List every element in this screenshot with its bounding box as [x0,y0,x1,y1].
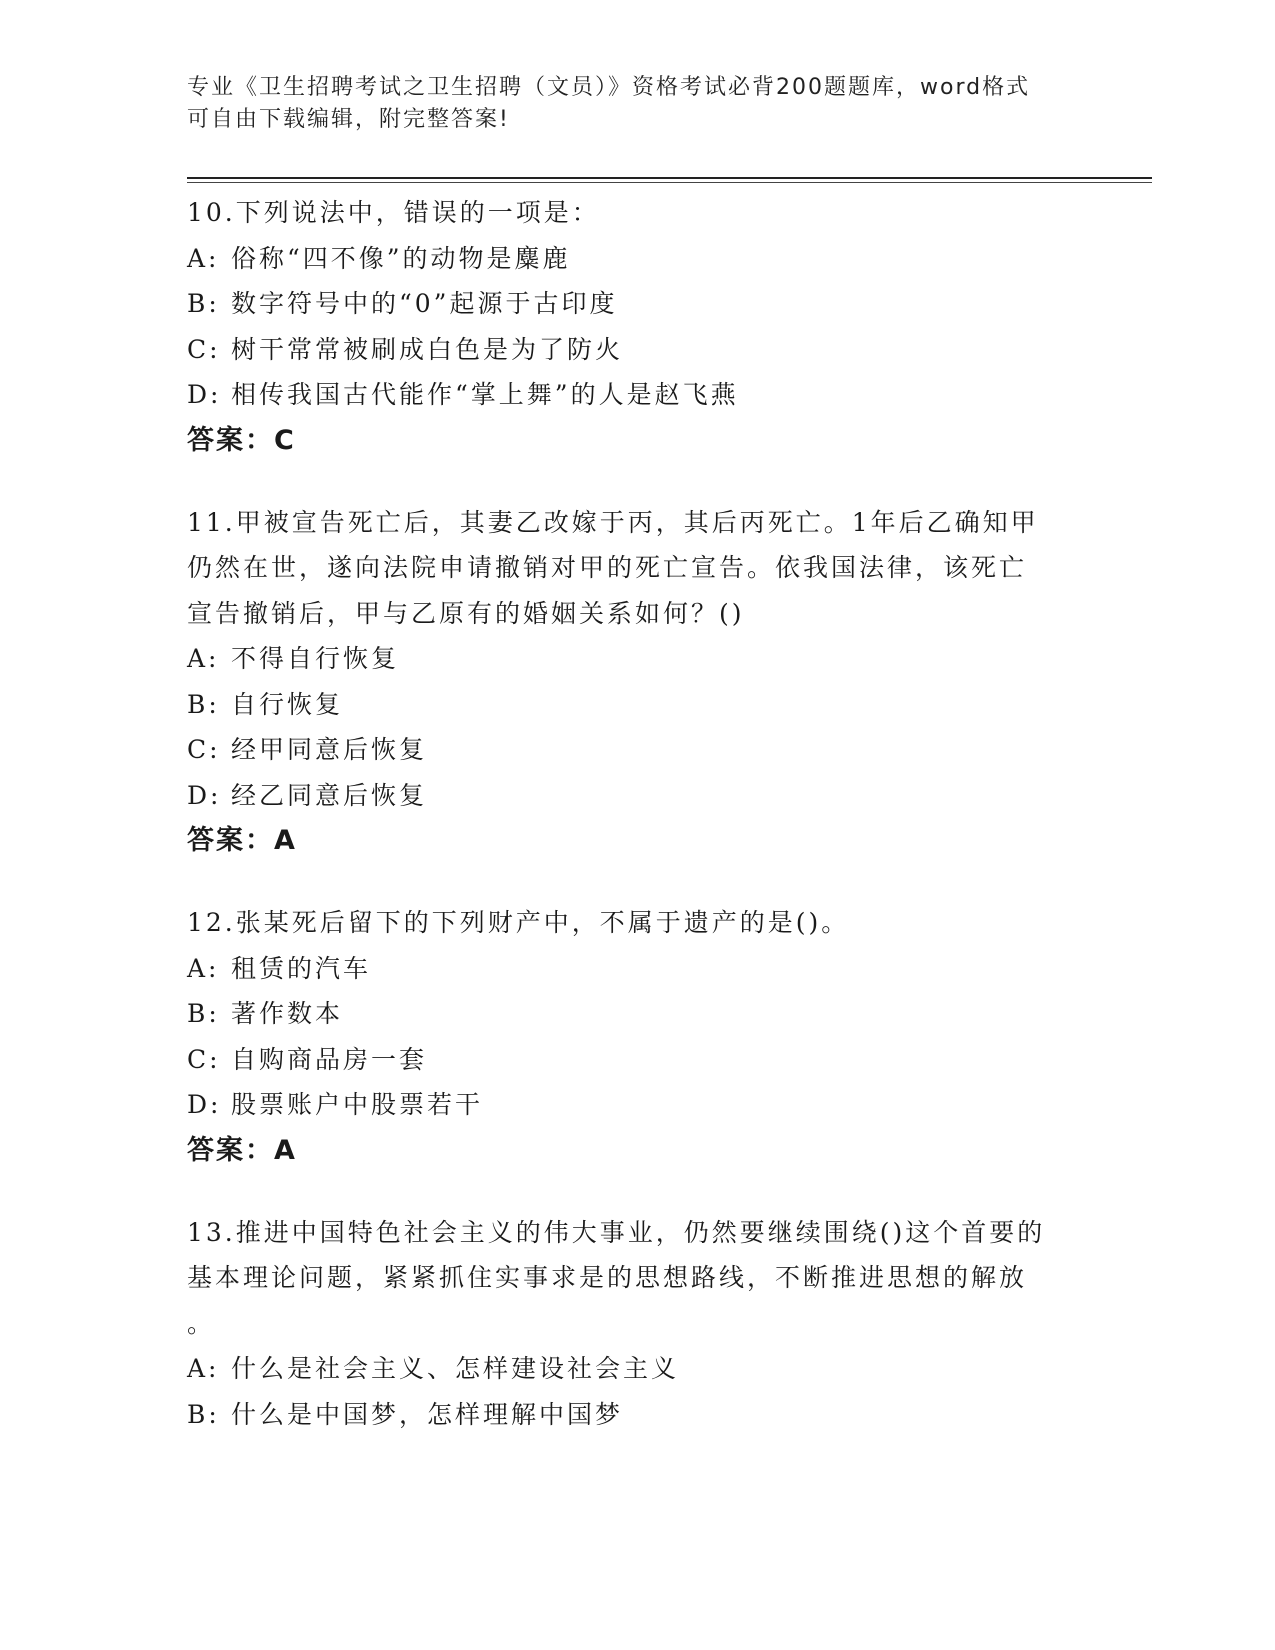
option-a [187,1346,1067,1392]
question-list [187,190,1067,1473]
option-key: A: [187,953,220,983]
question-text: 10.下列说法中，错误的一项是： [187,198,600,227]
option-b [187,1392,1067,1438]
option-text: 经乙同意后恢复 [231,780,428,810]
option-key: B: [187,1399,220,1429]
option-text: 经甲同意后恢复 [231,735,428,764]
question-text-line: 11.甲被宣告死亡后，其妻乙改嫁于丙，其后丙死亡。1年后乙确知甲 [187,507,1039,537]
option-c [187,727,1067,773]
header-rule-thick [187,177,1152,179]
header-rule-thin [187,182,1152,183]
option-text: 租赁的汽车 [231,953,372,983]
question-text-line: 宣告撤销后，甲与乙原有的婚姻关系如何？() [187,598,745,628]
option-d [187,1082,1067,1128]
question-13 [187,1210,1067,1438]
option-text: 树干常常被刷成白色是为了防火 [231,334,624,364]
option-c [187,327,1067,373]
option-key: A: [187,1354,220,1383]
option-text: 什么是社会主义、怎样建设社会主义 [231,1354,680,1383]
option-text: 俗称“四不像”的动物是麋鹿 [231,243,571,273]
option-c [187,1037,1067,1083]
option-text: 不得自行恢复 [231,644,400,673]
option-key: B: [187,999,220,1028]
question-text-line: 基本理论问题，紧紧抓住实事求是的思想路线，不断推进思想的解放 [187,1263,1028,1292]
option-key: A: [187,644,220,673]
header-line-1: 专业《卫生招聘考试之卫生招聘（文员）》资格考试必背200题题库，word格式 [187,75,1031,100]
question-text-line: 13.推进中国特色社会主义的伟大事业，仍然要继续围绕()这个首要的 [187,1217,1046,1247]
header-line-2: 可自由下载编辑，附完整答案! [187,107,510,132]
option-b [187,991,1067,1037]
option-d [187,773,1067,819]
question-text-line: 仍然在世，遂向法院申请撤销对甲的死亡宣告。依我国法律，该死亡 [187,553,1028,582]
option-key: D: [187,1090,222,1119]
option-text: 数字符号中的“0”起源于古印度 [231,289,618,318]
option-key: B: [187,689,220,719]
option-b [187,281,1067,327]
option-d [187,372,1067,418]
option-b [187,682,1067,728]
option-text: 什么是中国梦，怎样理解中国梦 [231,1399,624,1429]
option-text: 著作数本 [231,999,344,1028]
option-key: C: [187,735,221,764]
option-text: 自购商品房一套 [231,1044,428,1074]
question-text: 12.张某死后留下的下列财产中，不属于遗产的是()。 [187,908,850,937]
option-a [187,636,1067,682]
answer-label: 答案：A [187,1134,297,1166]
question-11 [187,500,1067,865]
option-text: 相传我国古代能作“掌上舞”的人是赵飞燕 [231,380,739,409]
answer-label: 答案：C [187,424,296,456]
option-key: A: [187,243,220,273]
option-text: 自行恢复 [231,689,344,719]
question-10 [187,190,1067,464]
question-text-line: 。 [187,1308,216,1338]
option-key: C: [187,1044,221,1074]
option-key: C: [187,334,221,364]
option-a [187,946,1067,992]
question-12 [187,900,1067,1174]
document-header [187,72,1067,136]
answer-label: 答案：A [187,825,297,856]
option-key: D: [187,780,222,810]
option-text: 股票账户中股票若干 [231,1090,484,1119]
option-key: D: [187,380,222,409]
option-a [187,236,1067,282]
option-key: B: [187,289,220,318]
